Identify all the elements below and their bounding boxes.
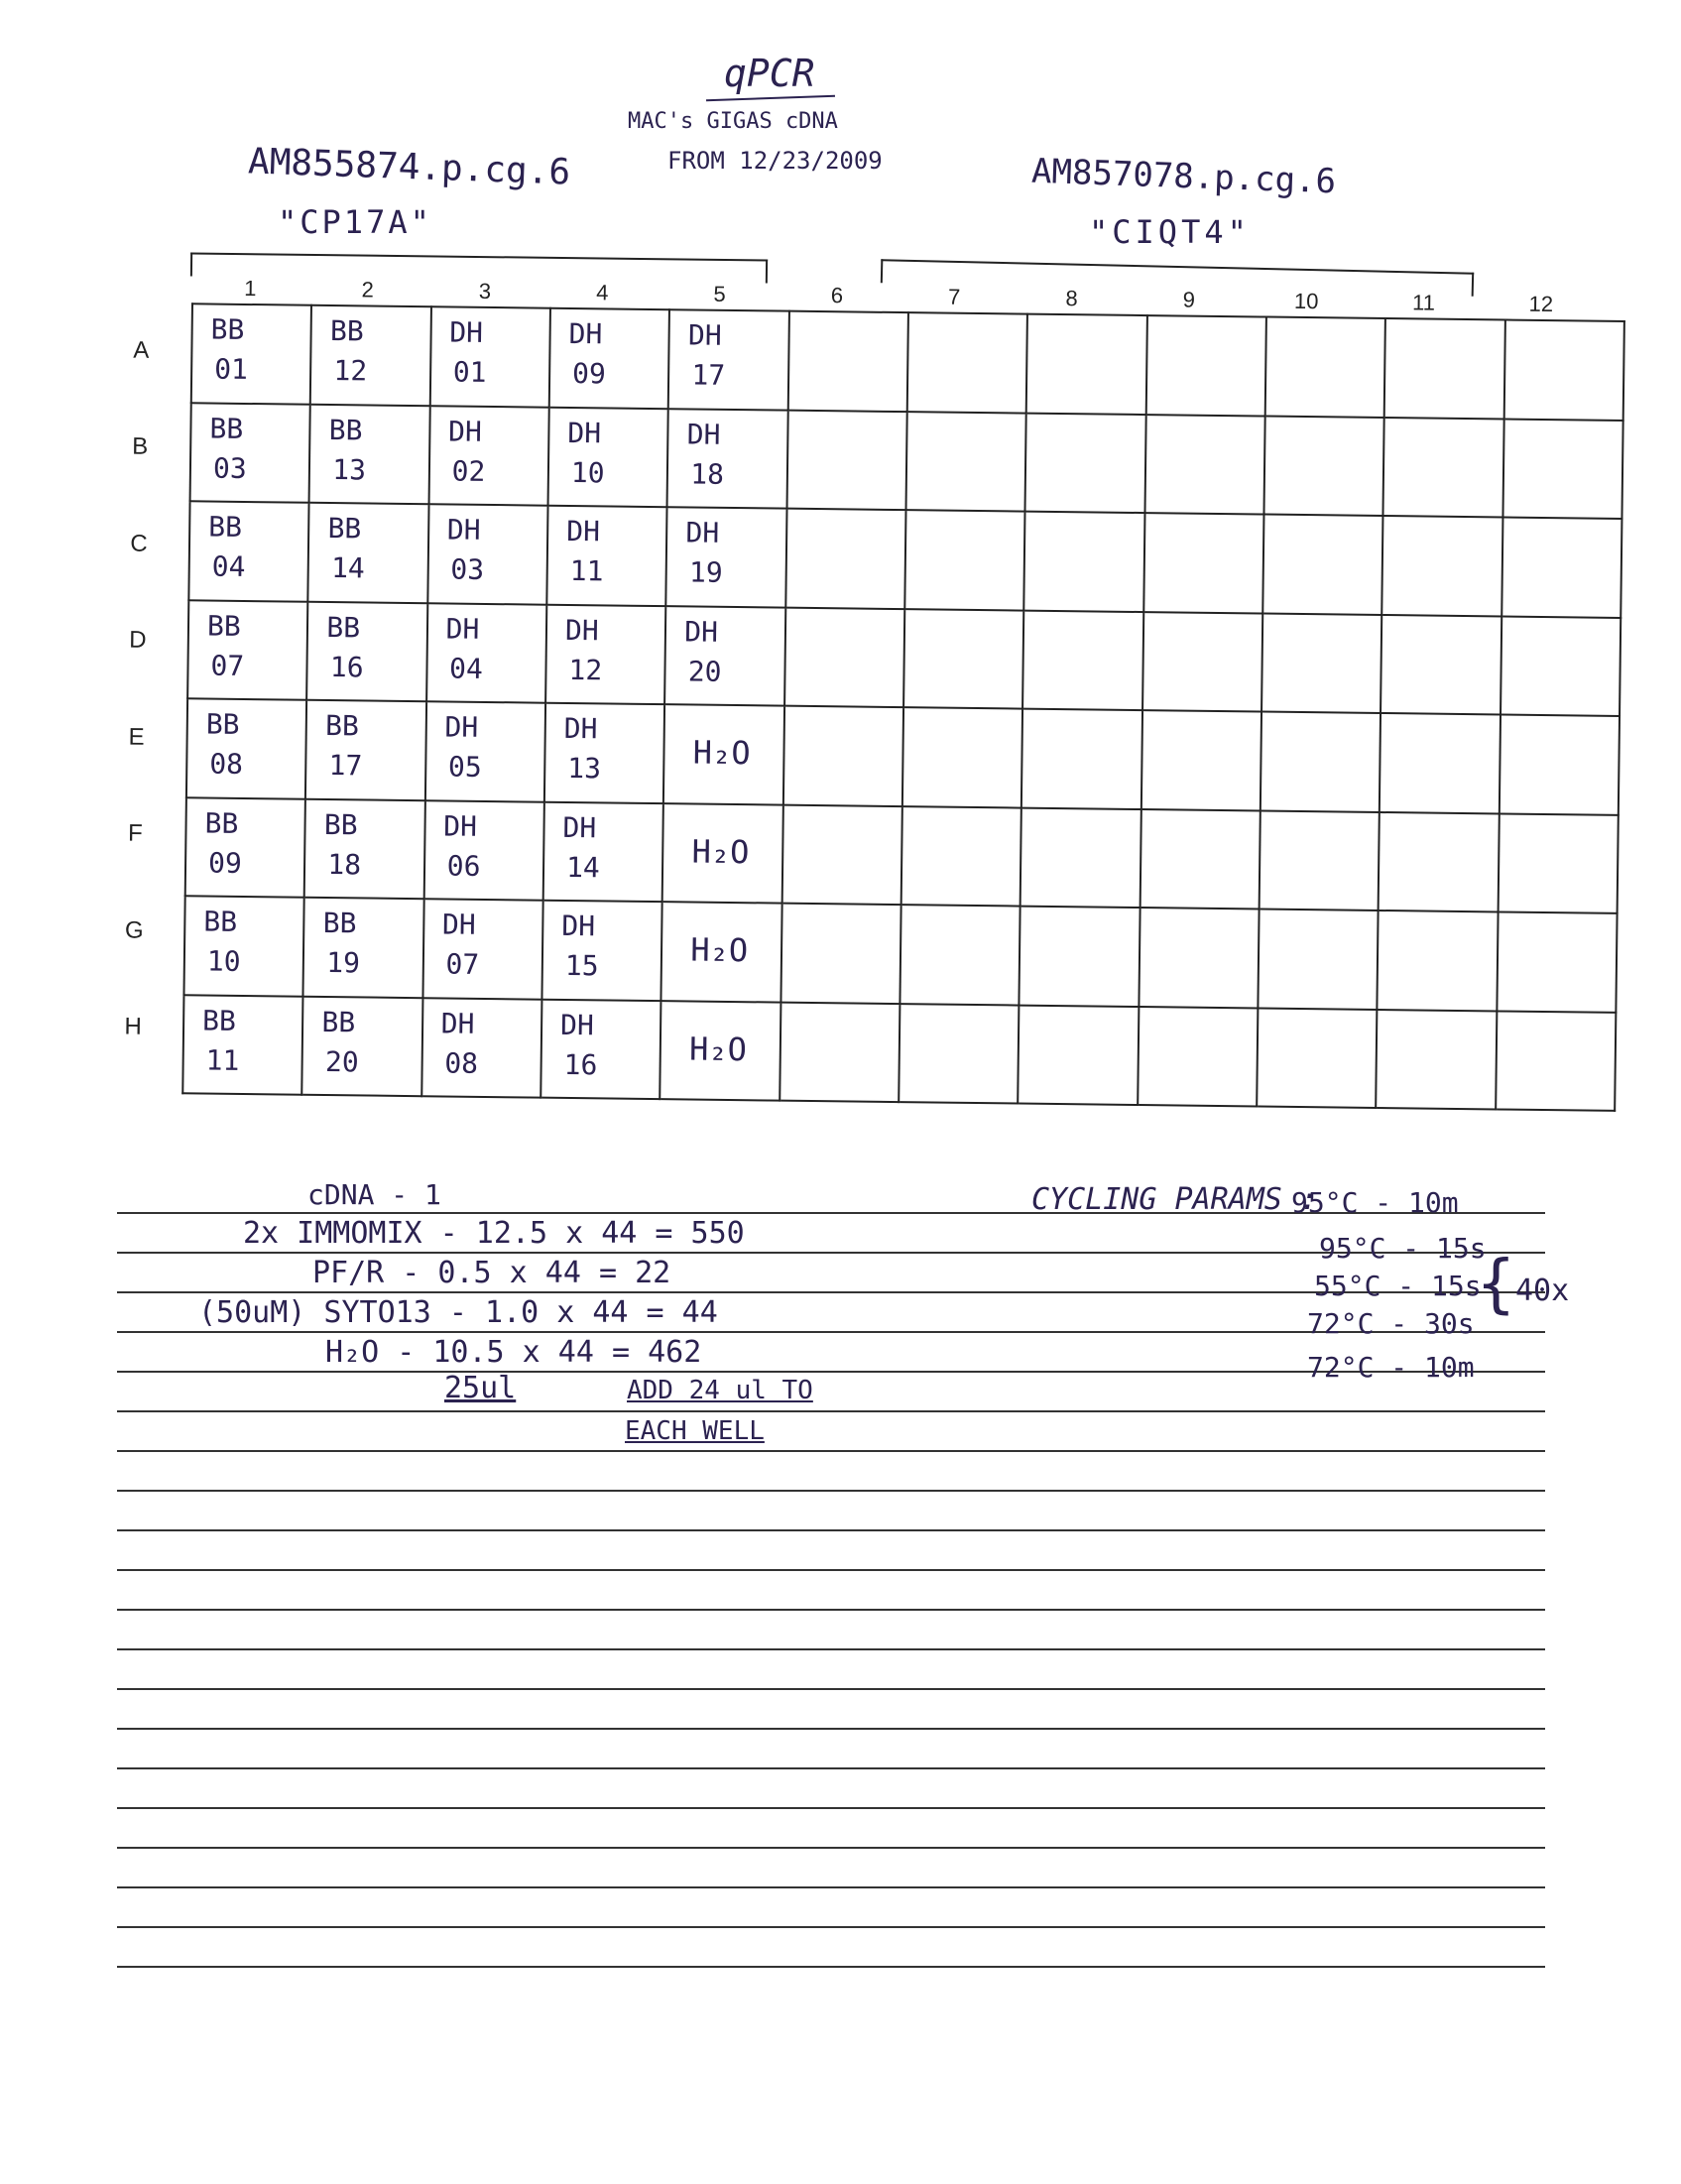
well-number: 14 <box>330 551 365 585</box>
plate-well <box>1144 415 1265 515</box>
row-letter: F <box>127 819 143 847</box>
plate-well <box>1145 315 1266 416</box>
recipe-title: cDNA - 1 <box>307 1178 441 1211</box>
ruled-line <box>117 1648 1545 1650</box>
well-number: 02 <box>451 454 486 488</box>
well-group: DH <box>445 611 480 646</box>
cycle-step: 55°C - 15s <box>1314 1270 1482 1302</box>
plate-row <box>186 698 1620 814</box>
well-group: DH <box>685 516 720 549</box>
well-group: BB <box>326 610 361 644</box>
column-number: 7 <box>947 284 961 309</box>
well-number: 04 <box>211 549 246 583</box>
well-number: 07 <box>445 947 480 981</box>
plate-well <box>1139 908 1260 1008</box>
well-group: DH <box>564 613 599 647</box>
plate-row <box>191 303 1624 420</box>
plate-well <box>1021 709 1142 809</box>
well-group: BB <box>205 707 240 741</box>
source-line-1: MAC's GIGAS cDNA <box>628 109 838 134</box>
gene-2-name: "CIQT4" <box>1089 213 1251 251</box>
plate-well <box>1261 613 1382 713</box>
ruled-line <box>117 1490 1545 1492</box>
plate-row <box>187 600 1621 716</box>
plate-well <box>309 404 430 504</box>
plate-well <box>905 412 1026 512</box>
plate-well <box>426 603 547 703</box>
plate-row <box>185 797 1619 913</box>
plate-well <box>427 504 548 604</box>
well-number: 13 <box>567 751 602 786</box>
well-label: H₂O <box>688 1029 748 1068</box>
plate-well <box>1026 314 1147 415</box>
well-number: 01 <box>452 355 487 389</box>
ruled-line <box>117 1450 1545 1452</box>
recipe-line: 2x IMMOMIX - 12.5 x 44 = 550 <box>243 1216 745 1251</box>
plate-well <box>1142 612 1263 712</box>
gene-1-name: "CP17A" <box>278 203 432 241</box>
plate-well <box>1502 419 1623 519</box>
ruled-line <box>117 1728 1545 1730</box>
plate-well <box>785 509 906 609</box>
plate-well <box>901 806 1022 907</box>
plate-well <box>1140 809 1261 910</box>
plate-row <box>190 403 1623 519</box>
well-group: BB <box>328 413 363 446</box>
plate-well <box>1018 1005 1139 1105</box>
well-number: 20 <box>687 654 722 688</box>
well-number: 05 <box>447 750 482 784</box>
ruled-line <box>117 1569 1545 1571</box>
row-letter: E <box>128 723 145 751</box>
well-group: DH <box>567 416 602 449</box>
cycle-step: 95°C - 15s <box>1319 1232 1487 1265</box>
cycling-title: CYCLING PARAMS : <box>1031 1182 1318 1217</box>
plate-well <box>1384 318 1505 419</box>
ruled-line <box>117 1529 1545 1531</box>
well-label: H₂O <box>690 930 749 970</box>
plate-well <box>786 410 907 510</box>
plate-well <box>302 996 423 1096</box>
well-number: 07 <box>210 649 245 682</box>
recipe-line: H₂O - 10.5 x 44 = 462 <box>325 1335 702 1370</box>
plate-well <box>1263 416 1384 516</box>
well-group: BB <box>203 905 238 938</box>
well-number: 08 <box>444 1045 479 1080</box>
well-group: DH <box>444 710 479 744</box>
ruled-line <box>117 1807 1545 1809</box>
well-number: 16 <box>329 650 364 683</box>
well-group: BB <box>209 412 244 445</box>
plate-row <box>188 501 1621 617</box>
well-group: DH <box>565 514 601 548</box>
plate-grid <box>181 303 1625 1112</box>
plate-well <box>1022 610 1143 710</box>
column-number: 12 <box>1528 291 1554 317</box>
plate-well <box>780 1002 901 1102</box>
plate-well <box>907 312 1028 413</box>
plate-well <box>546 506 667 606</box>
well-group: DH <box>440 1006 475 1040</box>
plate-well <box>428 406 549 506</box>
well-number: 06 <box>446 848 481 883</box>
well-group: DH <box>687 318 722 352</box>
plate-well <box>1380 713 1501 813</box>
column-number: 11 <box>1411 290 1436 315</box>
plate-well <box>784 607 905 707</box>
repeat-brace: { <box>1476 1248 1516 1321</box>
plate-well <box>191 303 312 404</box>
column-number: 4 <box>596 280 609 305</box>
well-group: DH <box>686 417 721 451</box>
plate-well <box>304 798 425 899</box>
plate-well <box>188 501 309 601</box>
plate-well <box>668 309 789 410</box>
gene-1-id: AM855874.p.cg.6 <box>247 141 571 193</box>
well-number: 03 <box>212 451 247 485</box>
plate-well <box>425 701 546 801</box>
row-letter: A <box>133 336 150 364</box>
well-number: 10 <box>570 455 605 489</box>
well-group: DH <box>447 414 483 448</box>
plate-well <box>1499 714 1620 814</box>
well-number: 01 <box>213 352 249 387</box>
plate-well <box>1378 910 1499 1011</box>
plate-well <box>1262 515 1383 615</box>
plate-well <box>423 800 544 901</box>
well-number: 20 <box>324 1044 359 1078</box>
well-group: DH <box>443 808 478 843</box>
plate-row <box>182 995 1616 1111</box>
plate-well <box>660 1001 781 1101</box>
plate-well <box>781 804 902 905</box>
plate-well <box>186 698 307 798</box>
page-title: qPCR <box>724 52 815 95</box>
cycle-step: 95°C - 10m <box>1291 1186 1459 1219</box>
plate-well <box>1020 907 1141 1007</box>
column-number: 2 <box>361 277 374 303</box>
plate-well <box>662 803 783 904</box>
plate-well <box>308 503 429 603</box>
plate-well <box>1498 813 1619 913</box>
well-number: 17 <box>328 749 363 783</box>
column-number: 10 <box>1293 288 1319 314</box>
recipe-line: PF/R - 0.5 x 44 = 22 <box>312 1256 671 1290</box>
cycle-step: 72°C - 10m <box>1307 1351 1475 1384</box>
plate-row <box>183 896 1617 1012</box>
plate-well <box>543 801 664 902</box>
plate-well <box>1497 911 1618 1012</box>
plate-well <box>1138 1007 1259 1107</box>
plate-well <box>787 311 908 412</box>
well-group: DH <box>563 711 598 746</box>
plate-well <box>1376 1009 1497 1109</box>
plate-well <box>306 601 427 701</box>
well-number: 09 <box>207 846 243 880</box>
ruled-line <box>117 1966 1545 1968</box>
well-group: BB <box>329 314 364 348</box>
well-group: BB <box>323 807 358 841</box>
row-letter: H <box>124 1013 142 1040</box>
plate-well <box>1143 513 1264 613</box>
well-group: BB <box>321 1005 356 1038</box>
plate-well <box>1501 616 1621 716</box>
well-group: DH <box>684 614 719 649</box>
plate-well <box>1382 516 1503 616</box>
plate-well <box>544 703 665 803</box>
well-group: BB <box>206 609 241 643</box>
recipe-total: 25ul <box>444 1371 517 1405</box>
well-group: DH <box>568 316 603 351</box>
plate-well <box>540 999 661 1099</box>
plate-well <box>1260 810 1381 910</box>
well-group: DH <box>446 513 481 546</box>
well-number: 15 <box>564 948 599 983</box>
column-number: 9 <box>1182 287 1196 312</box>
plate-well <box>187 600 308 700</box>
plate-well <box>421 998 542 1098</box>
plate-well <box>185 797 306 898</box>
well-label: H₂O <box>692 733 751 773</box>
plate-well <box>783 706 904 806</box>
well-number: 11 <box>569 553 604 588</box>
well-number: 12 <box>333 354 368 388</box>
well-group: DH <box>441 908 476 941</box>
plate-well <box>661 902 782 1002</box>
plate-well <box>303 898 424 998</box>
plate-well <box>548 407 669 507</box>
plate-well <box>1496 1011 1617 1111</box>
column-number: 1 <box>244 275 257 302</box>
plate-well <box>1258 910 1379 1010</box>
plate-well <box>1261 712 1381 812</box>
plate-well <box>1025 413 1146 513</box>
plate-well <box>666 507 787 607</box>
source-line-2: FROM 12/23/2009 <box>667 147 883 175</box>
plate-well <box>663 704 784 804</box>
well-group: BB <box>204 806 239 840</box>
ruled-line <box>117 1926 1545 1928</box>
well-group: BB <box>210 312 245 346</box>
plate-well <box>902 707 1023 807</box>
plate-well <box>1381 614 1501 714</box>
well-number: 19 <box>688 555 723 589</box>
ruled-line <box>117 1886 1545 1888</box>
plate-well <box>904 510 1025 610</box>
well-group: DH <box>559 1008 595 1041</box>
recipe-line: (50uM) SYTO13 - 1.0 x 44 = 44 <box>198 1295 718 1330</box>
well-group: DH <box>449 315 484 349</box>
plate-well <box>182 995 303 1095</box>
row-letters <box>117 303 157 1076</box>
well-number: 12 <box>568 653 603 686</box>
plate-well <box>422 899 543 999</box>
plate-well <box>541 901 662 1001</box>
plate-well <box>305 700 426 800</box>
well-number: 09 <box>571 357 607 391</box>
recipe-note: ADD 24 ul TO <box>627 1376 813 1405</box>
plate-well <box>549 308 670 409</box>
plate-well <box>780 904 901 1004</box>
plate-well <box>429 306 550 407</box>
plate-well <box>1379 811 1500 911</box>
well-number: 18 <box>690 456 725 491</box>
plate-layout <box>124 275 1574 1093</box>
well-group: BB <box>208 510 243 544</box>
ruled-line <box>117 1767 1545 1769</box>
plate-well <box>899 1004 1020 1104</box>
recipe-note: EACH WELL <box>625 1416 765 1446</box>
well-number: 11 <box>205 1043 240 1077</box>
column-number: 6 <box>830 283 844 308</box>
plate-well <box>1503 319 1624 420</box>
well-group: DH <box>562 810 597 844</box>
well-group: BB <box>324 708 360 743</box>
well-number: 10 <box>206 944 241 978</box>
well-number: 16 <box>563 1047 598 1081</box>
title-underline <box>706 95 835 102</box>
ruled-line <box>117 1410 1545 1412</box>
ruled-line <box>117 1609 1545 1611</box>
ruled-line <box>117 1688 1545 1690</box>
well-number: 19 <box>326 946 361 980</box>
repeat-label: 40x <box>1515 1274 1570 1308</box>
row-letter: C <box>130 530 148 557</box>
plate-well <box>545 604 666 704</box>
well-group: DH <box>561 909 596 943</box>
well-number: 18 <box>327 847 362 881</box>
row-letter: D <box>129 626 147 655</box>
plate-well <box>1501 517 1622 617</box>
well-group: BB <box>327 512 362 546</box>
well-number: 03 <box>450 552 485 586</box>
cycle-step: 72°C - 30s <box>1307 1307 1475 1340</box>
plate-well <box>1265 317 1386 418</box>
gene-2-id: AM857078.p.cg.6 <box>1030 151 1337 202</box>
plate-well <box>1257 1008 1378 1108</box>
plate-well <box>1383 418 1504 518</box>
well-number: 04 <box>448 652 484 685</box>
well-number: 13 <box>332 452 367 486</box>
plate-well <box>183 896 304 996</box>
row-letter: G <box>124 916 144 944</box>
column-number: 3 <box>478 278 492 303</box>
plate-well <box>190 403 311 503</box>
well-number: 14 <box>565 850 600 884</box>
column-number: 5 <box>713 281 726 306</box>
row-letter: B <box>132 432 149 461</box>
well-group: BB <box>322 906 357 940</box>
plate-well <box>310 305 431 406</box>
plate-well <box>1021 807 1141 908</box>
well-number: 08 <box>209 747 244 781</box>
ruled-line <box>117 1847 1545 1849</box>
plate-well <box>1024 512 1145 612</box>
well-number: 17 <box>691 358 726 392</box>
column-number: 8 <box>1065 286 1078 311</box>
plate-well <box>667 409 788 509</box>
plate-well <box>903 609 1024 709</box>
plate-well <box>664 606 785 706</box>
well-label: H₂O <box>691 832 750 871</box>
plate-well <box>900 905 1021 1005</box>
plate-well <box>1141 710 1261 810</box>
well-group: BB <box>201 1003 237 1037</box>
